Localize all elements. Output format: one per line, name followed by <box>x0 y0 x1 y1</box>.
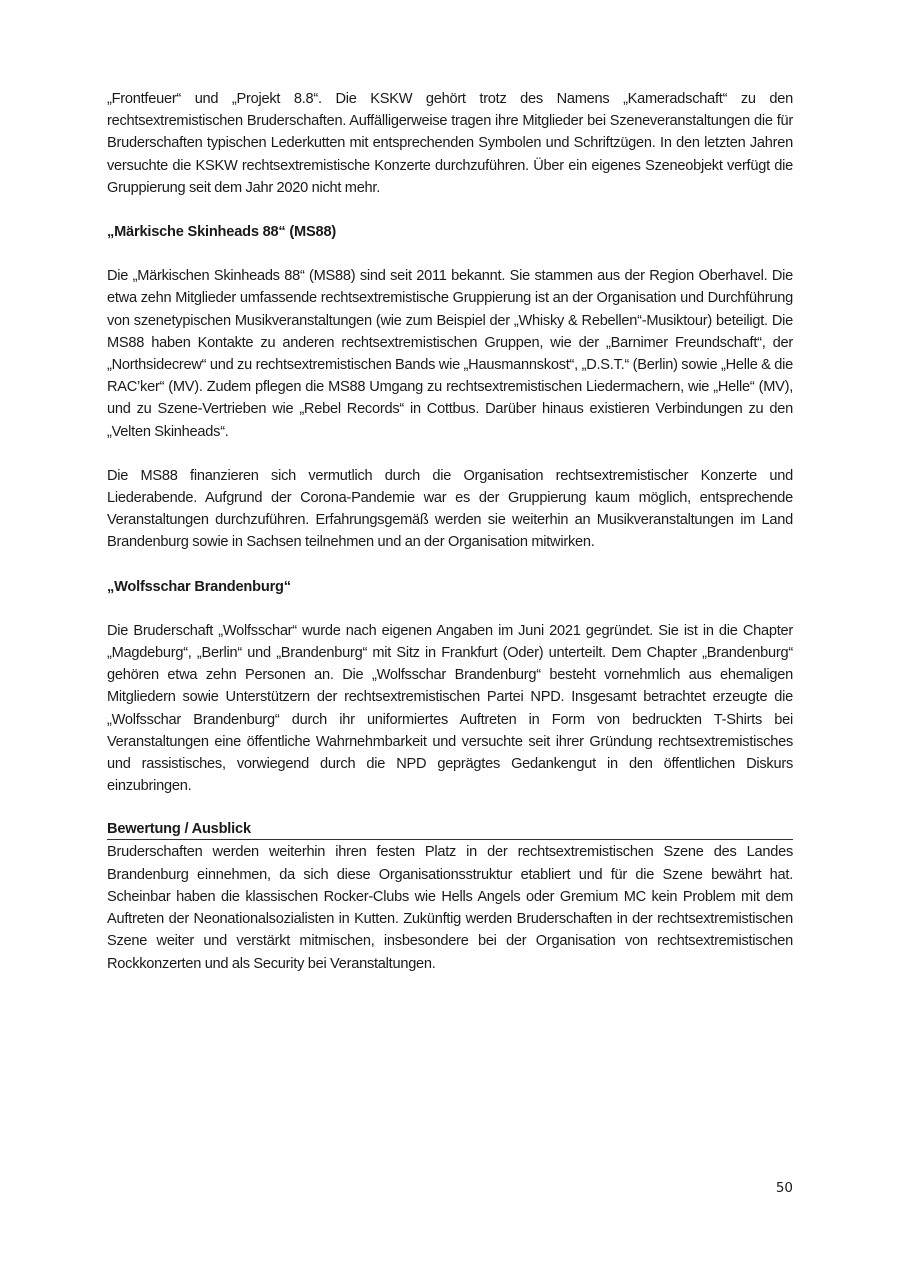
section-heading-ms88: „Märkische Skinheads 88“ (MS88) <box>107 224 337 241</box>
section-heading-wolfsschar: „Wolfsschar Brandenburg“ <box>107 578 291 595</box>
intro-paragraph: „Frontfeuer“ und „Projekt 8.8“. Die KSKW gehört trotz des Namens „Kameradschaft“ zu den rechtsextremistischen Bruderschaften. Auffälligerweise tragen ihre Mitglieder bei Szeneveranstaltungen die für Bruderschaften typischen Lederkutten mit entsprechenden Symbolen und Schriftzügen. In den letzten Jahren versuchte die KSKW rechtsextremistische Konzerte durchzuführen. Über ein eigenes Szeneobjekt verfügt die Gruppierung seit dem Jahr 2020 nicht mehr. <box>107 91 793 196</box>
bewertung-paragraph-1: Bruderschaften werden weiterhin ihren festen Platz in der rechtsextremistischen Szene des Landes Brandenburg einnehmen, da sich diese Organisationsstruktur etabliert und für die Szene bewährt hat. Scheinbar haben die klassischen Rocker-Clubs wie Hells Angels oder Gremium MC kein Problem mit dem Auftreten der Neonationalsozialisten in Kutten. Zukünftig werden Bruderschaften in der rechtsextremistischen Szene weiter und verstärkt mitmischen, insbesondere bei der Organisation von rechtsextremistischen Rockkonzerten und als Security bei Veranstaltungen. <box>107 844 793 972</box>
ms88-paragraph-2: Die MS88 finanzieren sich vermutlich durch die Organisation rechtsextremistischer Konzerte und Liederabende. Aufgrund der Corona-Pandemie war es der Gruppierung kaum möglich, entsprechende Veranstaltungen durchzuführen. Erfahrungsgemäß werden sie weiterhin an Musikveranstaltungen im Land Brandenburg sowie in Sachsen teilnehmen und an der Organisation mitwirken. <box>107 467 793 551</box>
wolfsschar-paragraph-1: Die Bruderschaft „Wolfsschar“ wurde nach eigenen Angaben im Juni 2021 gegründet. Sie ist in die Chapter „Magdeburg“, „Berlin“ und „Brandenburg“ mit Sitz in Frankfurt (Oder) unterteilt. Dem Chapter „Brandenburg“ gehören etwa zehn Personen an. Die „Wolfsschar Brandenburg“ besteht vornehmlich aus ehemaligen Mitgliedern sowie Unterstützern der rechtsextremistischen Partei NPD. Insgesamt betrachtet erzeugte die „Wolfsschar Brandenburg“ durch ihr uniformiertes Auftreten in Form von bedruckten T-Shirts bei Veranstaltungen eine öffentliche Wahrnehmbarkeit und versuchte seit ihrer Gründung rechtsextremistisches und rassistisches, vorwiegend durch die NPD geprägtes Gedankengut in den öffentlichen Diskurs einzubringen. <box>107 622 793 795</box>
page-number: 50 <box>775 1180 793 1196</box>
ms88-paragraph-1: Die „Märkischen Skinheads 88“ (MS88) sind seit 2011 bekannt. Sie stammen aus der Region Oberhavel. Die etwa zehn Mitglieder umfassende rechtsextremistische Gruppierung ist an der Organisation und Durchführung von szenetypischen Musikveranstaltungen (wie zum Beispiel der „Whisky & Rebellen“-Musiktour) beteiligt. Die MS88 haben Kontakte zu anderen rechtsextremistischen Gruppen, wie der „Barnimer Freundschaft“, der „Northsidecrew“ und zu rechtsextremistischen Bands wie „Hausmannskost“, „D.S.T.“ (Berlin) sowie „Helle & die RAC’ker“ (MV). Zudem pflegen die MS88 Umgang zu rechtsextremistischen Liedermachern, wie „Helle“ (MV), und zu Szene-Vertrieben wie „Rebel Records“ in Cottbus. Darüber hinaus existieren Verbindungen zu den „Velten Skinheads“. <box>107 268 793 440</box>
section-heading-bewertung: Bewertung / Ausblick <box>107 819 793 840</box>
document-body <box>107 88 793 975</box>
